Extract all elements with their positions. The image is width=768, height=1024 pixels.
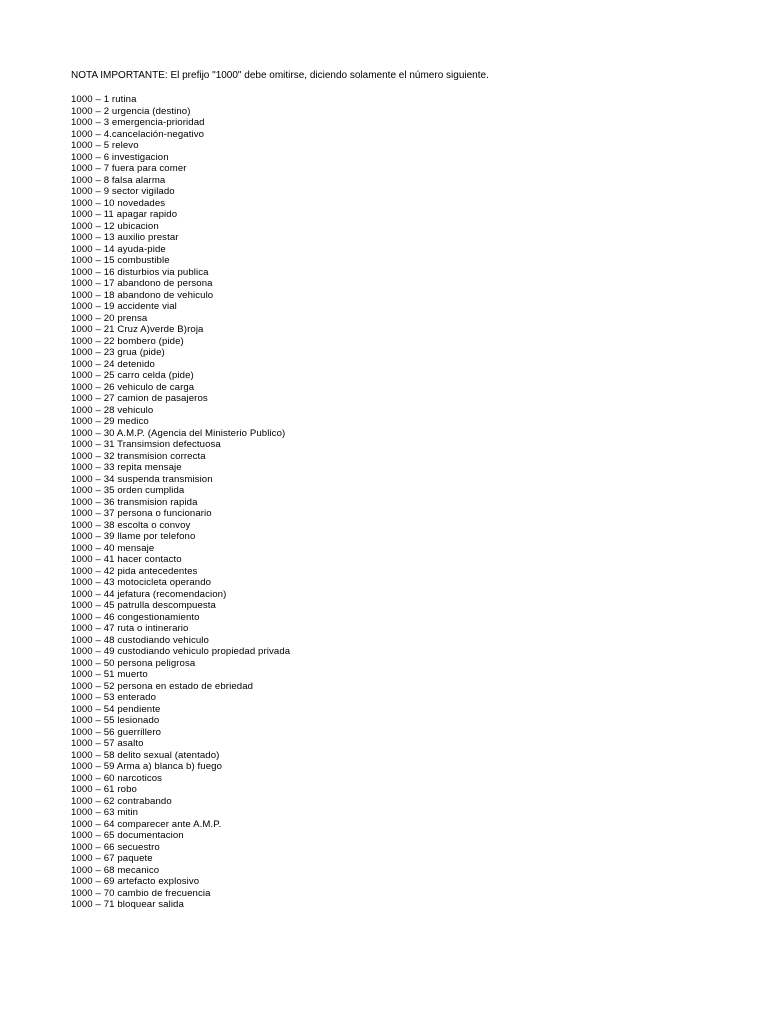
code-entry: 1000 – 60 narcoticos bbox=[71, 772, 163, 784]
code-entry: 1000 – 11 apagar rapido bbox=[71, 209, 178, 220]
code-entry: 1000 – 39 llame por telefono bbox=[71, 531, 196, 542]
code-entry: 1000 – 47 ruta o intinerario bbox=[71, 623, 189, 634]
code-entry: 1000 – 59 Arma a) blanca b) fuego bbox=[71, 761, 223, 772]
code-entry: 1000 – 27 camion de pasajeros bbox=[71, 393, 208, 404]
code-entry: 1000 – 32 transmision correcta bbox=[71, 450, 206, 462]
code-entry: 1000 – 49 custodiando vehiculo propiedad privada bbox=[71, 646, 291, 657]
code-entry: 1000 – 56 guerrillero bbox=[71, 726, 162, 738]
code-entry: 1000 – 10 novedades bbox=[71, 197, 166, 209]
code-entry: 1000 – 31 Transimsion defectuosa bbox=[71, 439, 221, 450]
code-entry: 1000 – 3 emergencia-prioridad bbox=[71, 117, 205, 128]
code-entry: 1000 – 21 Cruz A)verde B)roja bbox=[71, 324, 204, 335]
code-entry: 1000 – 58 delito sexual (atentado) bbox=[71, 749, 220, 761]
code-entry: 1000 – 64 comparecer ante A.M.P. bbox=[71, 818, 222, 830]
code-entry: 1000 – 35 orden cumplida bbox=[71, 485, 185, 496]
code-entry: 1000 – 55 lesionado bbox=[71, 715, 160, 726]
code-entry: 1000 – 5 relevo bbox=[71, 140, 139, 151]
document-page bbox=[71, 70, 731, 911]
code-entry: 1000 – 15 combustible bbox=[71, 255, 170, 266]
code-entry: 1000 – 8 falsa alarma bbox=[71, 174, 166, 186]
code-entry: 1000 – 43 motocicleta operando bbox=[71, 577, 212, 588]
code-entry: 1000 – 62 contrabando bbox=[71, 795, 172, 807]
code-entry: 1000 – 25 carro celda (pide) bbox=[71, 370, 194, 381]
code-entry: 1000 – 61 robo bbox=[71, 784, 137, 795]
code-entry: 1000 – 52 persona en estado de ebriedad bbox=[71, 680, 254, 692]
code-entry: 1000 – 14 ayuda-pide bbox=[71, 243, 166, 255]
code-entry: 1000 – 13 auxilio prestar bbox=[71, 232, 179, 243]
code-entry: 1000 – 17 abandono de persona bbox=[71, 278, 213, 289]
code-entry: 1000 – 38 escolta o convoy bbox=[71, 519, 191, 531]
code-entry: 1000 – 2 urgencia (destino) bbox=[71, 105, 191, 117]
code-entry: 1000 – 67 paquete bbox=[71, 853, 153, 864]
code-entry: 1000 – 44 jefatura (recomendacion) bbox=[71, 588, 227, 600]
code-entry: 1000 – 63 mitin bbox=[71, 807, 139, 818]
code-entry: 1000 – 19 accidente vial bbox=[71, 301, 177, 312]
code-entry: 1000 – 57 asalto bbox=[71, 738, 144, 749]
code-entry: 1000 – 45 patrulla descompuesta bbox=[71, 600, 216, 611]
code-entry: 1000 – 37 persona o funcionario bbox=[71, 508, 212, 519]
code-entry: 1000 – 66 secuestro bbox=[71, 841, 160, 853]
code-entry: 1000 – 34 suspenda transmision bbox=[71, 473, 213, 485]
code-entry: 1000 – 71 bloquear salida bbox=[71, 899, 184, 910]
code-entry: 1000 – 42 pida antecedentes bbox=[71, 565, 198, 577]
code-entry: 1000 – 26 vehiculo de carga bbox=[71, 381, 195, 393]
code-entry: 1000 – 30 A.M.P. (Agencia del Ministerio Publico) bbox=[71, 427, 286, 439]
code-entry: 1000 – 69 artefacto explosivo bbox=[71, 876, 200, 887]
code-entry: 1000 – 18 abandono de vehiculo bbox=[71, 289, 214, 301]
code-entry: 1000 – 40 mensaje bbox=[71, 542, 155, 554]
code-entry: 1000 – 1 rutina bbox=[71, 94, 137, 105]
code-entry: 1000 – 20 prensa bbox=[71, 312, 148, 324]
code-entry: 1000 – 68 mecanico bbox=[71, 864, 160, 876]
code-entry: 1000 – 41 hacer contacto bbox=[71, 554, 182, 565]
code-entry: 1000 – 48 custodiando vehiculo bbox=[71, 634, 209, 646]
code-entry: 1000 – 70 cambio de frecuencia bbox=[71, 887, 211, 899]
code-entry: 1000 – 4.cancelación-negativo bbox=[71, 128, 205, 140]
code-entry: 1000 – 53 enterado bbox=[71, 692, 157, 703]
code-entry: 1000 – 36 transmision rapida bbox=[71, 496, 198, 508]
code-entry: 1000 – 50 persona peligrosa bbox=[71, 657, 196, 669]
code-entry: 1000 – 54 pendiente bbox=[71, 703, 161, 715]
code-entry: 1000 – 23 grua (pide) bbox=[71, 347, 165, 358]
code-entry: 1000 – 12 ubicacion bbox=[71, 220, 159, 232]
code-entry: 1000 – 46 congestionamiento bbox=[71, 611, 200, 623]
code-entry: 1000 – 33 repita mensaje bbox=[71, 462, 182, 473]
important-note: NOTA IMPORTANTE: El prefijo "1000" debe omitirse, diciendo solamente el número siguiente. bbox=[71, 70, 489, 81]
code-entry: 1000 – 9 sector vigilado bbox=[71, 186, 175, 197]
code-entry: 1000 – 7 fuera para comer bbox=[71, 163, 187, 174]
code-entry: 1000 – 28 vehiculo bbox=[71, 404, 154, 416]
code-entry: 1000 – 16 disturbios via publica bbox=[71, 266, 209, 278]
code-entry: 1000 – 6 investigacion bbox=[71, 151, 169, 163]
code-list bbox=[71, 94, 731, 911]
code-entry: 1000 – 29 medico bbox=[71, 416, 149, 427]
code-entry: 1000 – 51 muerto bbox=[71, 669, 148, 680]
code-entry: 1000 – 22 bombero (pide) bbox=[71, 335, 184, 347]
code-entry: 1000 – 65 documentacion bbox=[71, 830, 184, 841]
code-entry: 1000 – 24 detenido bbox=[71, 358, 155, 370]
